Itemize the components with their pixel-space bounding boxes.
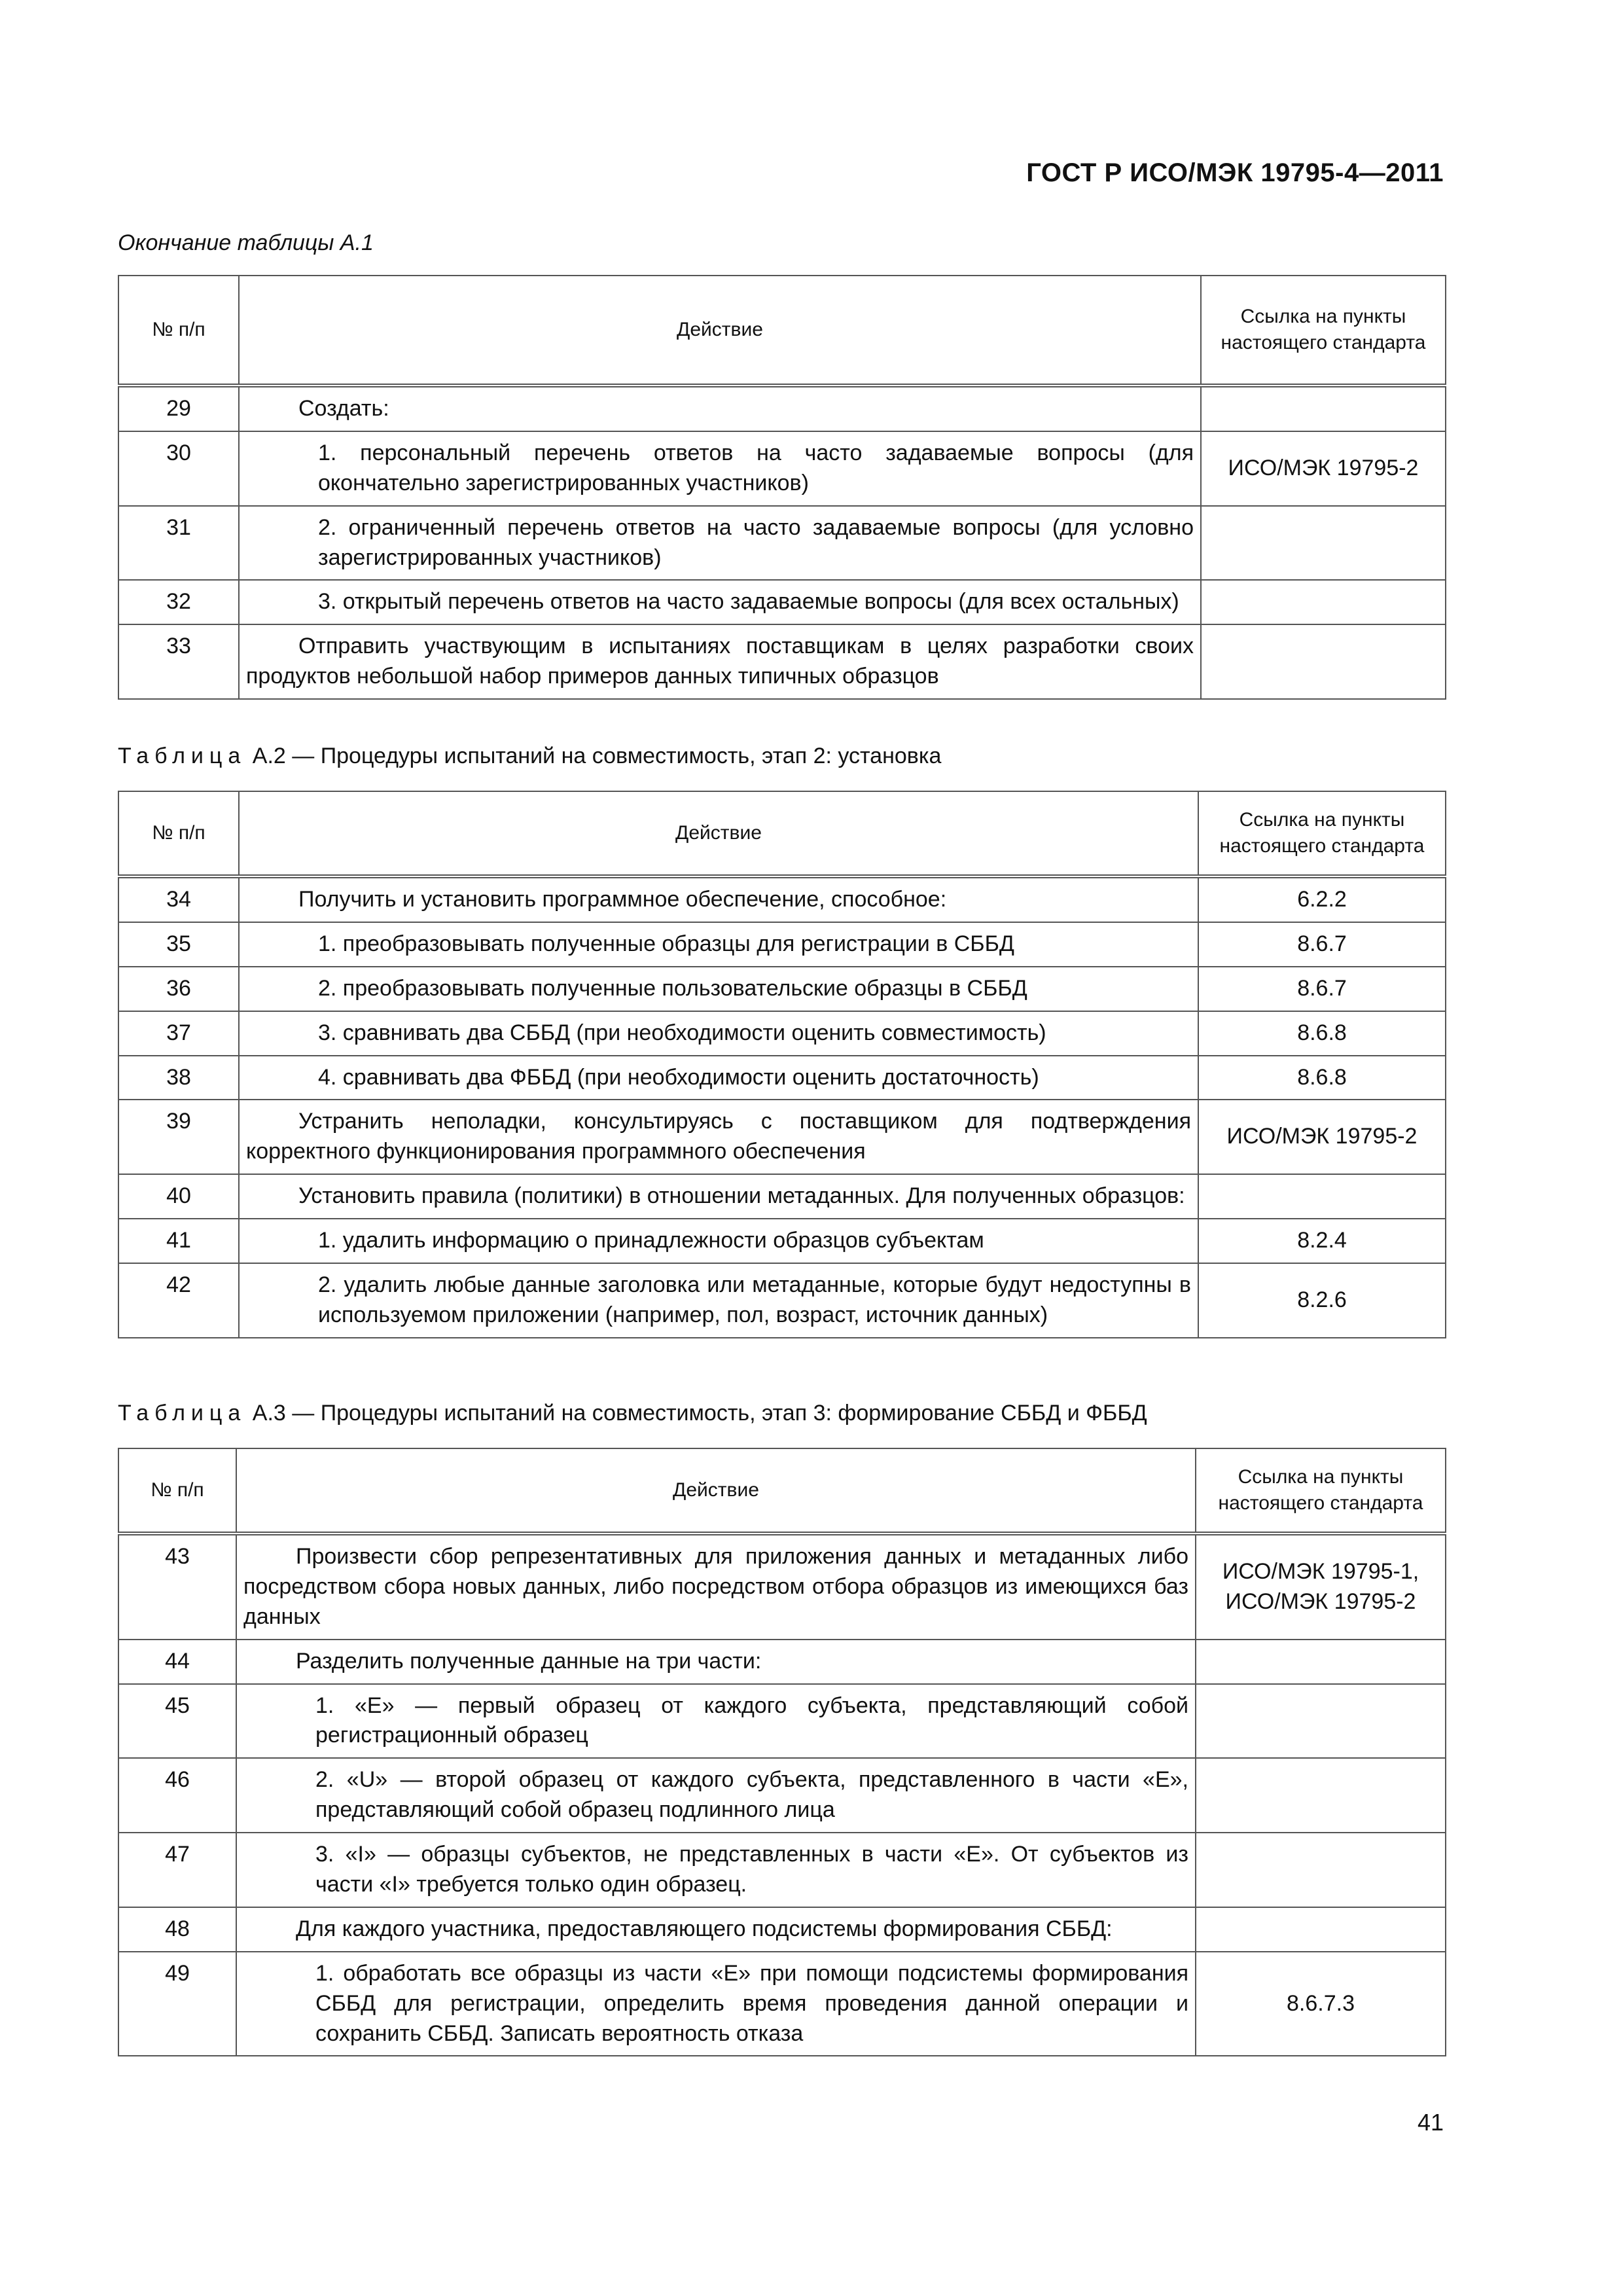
column-header-num: № п/п	[118, 1448, 236, 1534]
table-a2	[118, 791, 1446, 1338]
row-action: Создать:	[239, 386, 1201, 431]
table-a2-caption-prefix: Таблица	[118, 744, 247, 768]
row-action: 2. преобразовывать полученные пользовательские образцы в СББД	[239, 967, 1198, 1011]
table-row	[118, 1758, 1446, 1833]
row-action: 1. персональный перечень ответов на часто задаваемые вопросы (для окончательно зарегистрированных участников)	[239, 431, 1201, 506]
row-reference	[1196, 1684, 1446, 1759]
table-a3	[118, 1448, 1446, 2056]
row-reference: 8.6.8	[1198, 1011, 1446, 1056]
row-reference: 8.6.7	[1198, 922, 1446, 967]
row-number: 44	[118, 1640, 236, 1684]
table-a1	[118, 275, 1446, 700]
row-number: 37	[118, 1011, 239, 1056]
table-row	[118, 1011, 1446, 1056]
row-reference	[1201, 506, 1446, 581]
row-action: Отправить участвующим в испытаниях поставщикам в целях разработки своих продуктов небольшой набор примеров данных типичных образцов	[239, 624, 1201, 699]
row-number: 47	[118, 1833, 236, 1907]
table-row	[118, 1056, 1446, 1100]
row-number: 30	[118, 431, 239, 506]
row-action: 3. сравнивать два СББД (при необходимости оценить совместимость)	[239, 1011, 1198, 1056]
row-reference: ИСО/МЭК 19795-1, ИСО/МЭК 19795-2	[1196, 1534, 1446, 1640]
table-row	[118, 922, 1446, 967]
table-row	[118, 1684, 1446, 1759]
row-action: 1. удалить информацию о принадлежности образцов субъектам	[239, 1219, 1198, 1263]
row-reference	[1196, 1758, 1446, 1833]
row-reference	[1198, 1174, 1446, 1219]
column-header-ref: Ссылка на пункты настоящего стандарта	[1196, 1448, 1446, 1534]
table-row	[118, 1907, 1446, 1952]
row-reference	[1196, 1907, 1446, 1952]
table-header-row	[118, 1448, 1446, 1534]
row-number: 32	[118, 580, 239, 624]
row-action: 4. сравнивать два ФББД (при необходимости оценить достаточность)	[239, 1056, 1198, 1100]
table-a2-caption-text: А.2 — Процедуры испытаний на совместимость, этап 2: установка	[252, 744, 942, 768]
row-number: 43	[118, 1534, 236, 1640]
table-row	[118, 1952, 1446, 2056]
table-row	[118, 506, 1446, 581]
table-a1-caption: Окончание таблицы А.1	[118, 230, 374, 255]
row-action: Разделить полученные данные на три части:	[236, 1640, 1196, 1684]
table-a2-caption	[118, 744, 941, 769]
row-number: 35	[118, 922, 239, 967]
row-number: 42	[118, 1263, 239, 1338]
table-row	[118, 386, 1446, 431]
row-action: 3. открытый перечень ответов на часто задаваемые вопросы (для всех остальных)	[239, 580, 1201, 624]
row-action: Получить и установить программное обеспечение, способное:	[239, 876, 1198, 922]
row-action: 3. «I» — образцы субъектов, не представленных в части «E». От субъектов из части «I» требуется только один образец.	[236, 1833, 1196, 1907]
row-reference: 8.6.8	[1198, 1056, 1446, 1100]
table-row	[118, 624, 1446, 699]
row-number: 38	[118, 1056, 239, 1100]
row-reference	[1196, 1833, 1446, 1907]
table-row	[118, 1263, 1446, 1338]
table-row	[118, 1833, 1446, 1907]
row-reference	[1196, 1640, 1446, 1684]
row-action: 2. ограниченный перечень ответов на часто задаваемые вопросы (для условно зарегистрированных участников)	[239, 506, 1201, 581]
table-header-row	[118, 791, 1446, 876]
row-action: Произвести сбор репрезентативных для приложения данных и метаданных либо посредством сбора новых данных, либо посредством отбора образцов из имеющихся баз данных	[236, 1534, 1196, 1640]
row-number: 41	[118, 1219, 239, 1263]
row-action: 1. «E» — первый образец от каждого субъекта, представляющий собой регистрационный образец	[236, 1684, 1196, 1759]
row-reference: 8.6.7.3	[1196, 1952, 1446, 2056]
table-row	[118, 1534, 1446, 1640]
column-header-action: Действие	[236, 1448, 1196, 1534]
column-header-num: № п/п	[118, 276, 239, 386]
column-header-action: Действие	[239, 276, 1201, 386]
table-row	[118, 580, 1446, 624]
row-reference: 8.2.6	[1198, 1263, 1446, 1338]
table-row	[118, 1219, 1446, 1263]
row-action: 1. преобразовывать полученные образцы для регистрации в СББД	[239, 922, 1198, 967]
row-number: 48	[118, 1907, 236, 1952]
row-reference	[1201, 386, 1446, 431]
row-number: 39	[118, 1100, 239, 1174]
row-number: 33	[118, 624, 239, 699]
row-number: 36	[118, 967, 239, 1011]
column-header-ref: Ссылка на пункты настоящего стандарта	[1198, 791, 1446, 876]
row-reference: ИСО/МЭК 19795-2	[1198, 1100, 1446, 1174]
row-number: 49	[118, 1952, 236, 2056]
column-header-action: Действие	[239, 791, 1198, 876]
row-reference: 6.2.2	[1198, 876, 1446, 922]
row-action: 1. обработать все образцы из части «E» при помощи подсистемы формирования СББД для регистрации, определить время проведения данной операции и сохранить СББД. Записать вероятность отказа	[236, 1952, 1196, 2056]
row-action: 2. удалить любые данные заголовка или метаданные, которые будут недоступны в используемом приложении (например, пол, возраст, источник данных)	[239, 1263, 1198, 1338]
row-reference: 8.2.4	[1198, 1219, 1446, 1263]
row-number: 29	[118, 386, 239, 431]
column-header-num: № п/п	[118, 791, 239, 876]
row-action: Устранить неполадки, консультируясь с поставщиком для подтверждения корректного функционирования программного обеспечения	[239, 1100, 1198, 1174]
row-reference	[1201, 624, 1446, 699]
table-a3-caption-text: А.3 — Процедуры испытаний на совместимость, этап 3: формирование СББД и ФББД	[252, 1401, 1147, 1426]
page-number: 41	[1417, 2109, 1444, 2136]
table-a3-caption-prefix: Таблица	[118, 1401, 247, 1426]
document-header: ГОСТ Р ИСО/МЭК 19795-4—2011	[1026, 158, 1444, 187]
table-row	[118, 1174, 1446, 1219]
table-row	[118, 876, 1446, 922]
row-number: 40	[118, 1174, 239, 1219]
row-number: 34	[118, 876, 239, 922]
row-action: Установить правила (политики) в отношении метаданных. Для полученных образцов:	[239, 1174, 1198, 1219]
table-row	[118, 1100, 1446, 1174]
table-row	[118, 967, 1446, 1011]
table-row	[118, 1640, 1446, 1684]
table-row	[118, 431, 1446, 506]
row-number: 31	[118, 506, 239, 581]
row-action: Для каждого участника, предоставляющего подсистемы формирования СББД:	[236, 1907, 1196, 1952]
row-action: 2. «U» — второй образец от каждого субъекта, представленного в части «E», представляющий собой образец подлинного лица	[236, 1758, 1196, 1833]
row-reference: ИСО/МЭК 19795-2	[1201, 431, 1446, 506]
row-number: 45	[118, 1684, 236, 1759]
column-header-ref: Ссылка на пункты настоящего стандарта	[1201, 276, 1446, 386]
table-header-row	[118, 276, 1446, 386]
row-reference	[1201, 580, 1446, 624]
row-number: 46	[118, 1758, 236, 1833]
table-a3-caption	[118, 1401, 1147, 1426]
row-reference: 8.6.7	[1198, 967, 1446, 1011]
